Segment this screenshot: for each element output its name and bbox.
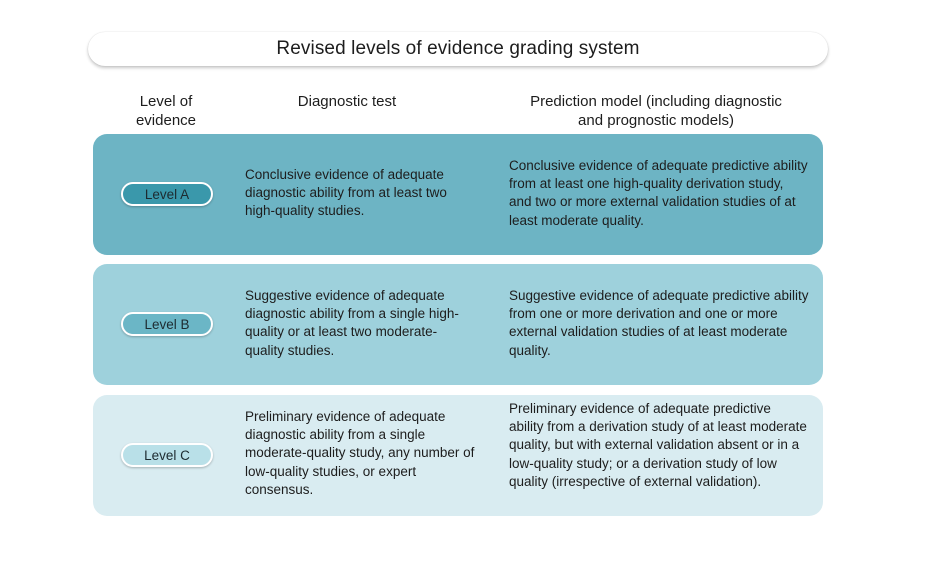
level-a-badge: Level A [121, 182, 213, 206]
header-prediction-model: Prediction model (including diagnostic and prognostic models) [530, 93, 782, 129]
level-b-badge: Level B [121, 312, 213, 336]
level-a-row [93, 134, 823, 255]
level-b-prediction-text: Suggestive evidence of adequate predictive ability from one or more derivation and one or more external validation studies of at least moderate quality. [509, 288, 809, 358]
header-diagnostic-test: Diagnostic test [297, 93, 397, 110]
level-c-diagnostic-text: Preliminary evidence of adequate diagnostic ability from a single moderate-quality study, any number of low-quality studies, or expert consensus. [245, 409, 475, 497]
level-c-badge: Level C [121, 443, 213, 467]
level-c-row [93, 395, 823, 516]
level-a-diagnostic-text: Conclusive evidence of adequate diagnostic ability from at least two high-quality studies. [245, 167, 447, 219]
diagram-title: Revised levels of evidence grading system [88, 32, 828, 66]
level-c-prediction-text: Preliminary evidence of adequate predictive ability from a derivation study of at least moderate quality, but with external validation absent or in a low-quality study; or a derivation study of low quality (irrespective of external validation). [509, 401, 807, 489]
level-a-prediction-text: Conclusive evidence of adequate predictive ability from at least one high-quality derivation study, and two or more external validation studies of at least moderate quality. [509, 158, 808, 228]
level-b-row [93, 264, 823, 385]
level-b-diagnostic-text: Suggestive evidence of adequate diagnostic ability from a single high-quality or at least two moderate-quality studies. [245, 288, 459, 358]
header-level-of-evidence: Level of evidence [135, 93, 197, 129]
